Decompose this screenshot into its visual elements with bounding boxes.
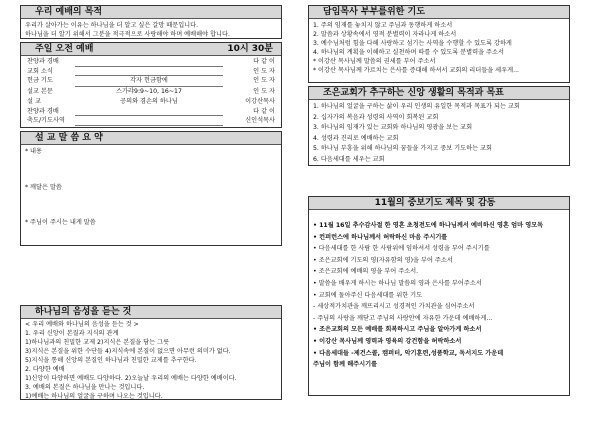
sermon-summary-box [20, 131, 282, 246]
service-row: 설교 본문 스가랴9:9~10, 16~17 인 도 자 [27, 88, 275, 96]
church-goal-line: 4. 성령과 진리로 예배하는 교회 [313, 134, 399, 142]
november-prayer-title: 11월의 중보기도 제목 및 감동 [309, 197, 569, 210]
pastor-prayer-line: 3. 예수님처럼 힘을 다해 사랑하고 섬기는 사역을 수행할 수 있도록 강하게 [313, 40, 512, 47]
church-goal-line: 2. 십자가의 복음과 성령의 사역이 회복된 교회 [313, 113, 439, 121]
november-prayer-line: • 조은교회에 기도의 영(자유함의 영)을 부어 주소서 [313, 256, 453, 264]
church-goal-line: 1. 하나님의 얼굴을 구하는 삶이 우리 인생의 유일한 목적과 목표가 되는 교회 [313, 103, 520, 110]
november-prayer-line: • 컨퍼런스에 하나님께서 허락하신 마음 주시기를 [313, 233, 448, 241]
church-goals-title: 조은교회가 추구하는 신앙 생활의 목적과 목표 [309, 87, 569, 100]
hearing-line: 3. 예배의 본질은 하나님을 만나는 것입니다. [25, 384, 145, 391]
november-prayer-line: • 다음세대를 한 사람 한 사람위에 임하셔서 성령을 부어 주시기를 [313, 245, 490, 253]
service-title: 주일 오전 예배 [35, 44, 94, 54]
church-goal-line: 5. 하나님 부흥을 위해 하나님의 꿈들을 가지고 중보 기도하는 교회 [313, 145, 493, 152]
service-row: 교회 소식 인 도 자 [27, 67, 275, 75]
pastor-prayer-line: 4. 하나님의 계획을 이해하고 실천하며 따를 수 있도록 분별력을 주소서 [313, 49, 504, 56]
service-time: 10시 30분 [227, 44, 273, 54]
hearing-line: 1)신앙이 다양하면 예배도 다양하다. 2)오늘날 우리의 예배는 다양한 예배이다. [25, 375, 237, 382]
sermon-item: * 내용 [25, 148, 43, 155]
hearing-line: 5)지식을 통해 신앙의 본질인 하나님과 친밀한 교제를 추구한다. [25, 357, 197, 364]
november-prayer-line: - 주님의 사랑을 깨닫고 주님의 사랑안에 자유한 가운데 예배하게... [313, 314, 493, 322]
purpose-line: 우리가 살아가는 이유는 하나님을 더 알고 싶은 갈망 때문입니다. [25, 22, 199, 29]
november-prayer-line: • 말씀을 배우게 하시는 하나님 말씀의 영과 은사를 부어주소서 [313, 279, 482, 287]
service-row: 설 교 공의와 겸손의 하나님 이강산목사 [27, 97, 275, 105]
service-order-box [20, 42, 282, 128]
service-row: 헌금 기도 각자 헌금함에 인 도 자 [21, 76, 281, 87]
church-goal-line: 6. 다음세대를 세우는 교회 [313, 155, 385, 163]
hearing-voice-box [20, 305, 282, 400]
service-row: 찬양과 경배 다 같 이 [27, 107, 275, 115]
november-prayer-line: 주님이 함께 해주시기를 [313, 361, 378, 369]
sermon-item: * 깨달은 말씀 [25, 184, 62, 191]
purpose-line: 하나님을 더 알기 위해서 그분을 적극적으로 사랑해야 하며 예배해야 합니다. [25, 31, 230, 38]
november-prayer-line: • 다음세대들 -제건스콜, 캠퍼터, 악기훈련,성품학교, 독서지도 가운데 [313, 349, 504, 357]
worship-purpose-title: 우리 예배의 목적 [21, 6, 281, 19]
november-prayer-line: • 11월 16일 추수감사절 한 영혼 초청전도에 하나님께서 예비하신 영혼 엄마 영모독 [313, 222, 544, 229]
service-row: 축도/기도사역 신인석목사 [27, 117, 275, 125]
november-prayer-box [308, 196, 570, 396]
hearing-voice-title: 하나님의 음성을 듣는 것 [21, 306, 281, 319]
hearing-line: 2. 다양한 예배 [25, 366, 65, 373]
service-row: 찬양과 경배 다 같 이 [27, 58, 275, 65]
church-goal-line: 3. 하나님의 임재가 있는 교회와 하나님의 영광을 보는 교회 [313, 124, 473, 131]
church-goals-box [308, 86, 570, 166]
pastor-prayer-line: 2. 말씀과 상황속에서 영적 분별력이 자라나게 하소서 [313, 31, 457, 38]
november-prayer-line: • 조은교회에 예배의 영을 부어 주소서. [313, 268, 419, 276]
pastor-prayer-line: 1. 주의 임재를 놓치지 않고 주님과 동행하게 하소서 [313, 22, 453, 29]
hearing-line: 1. 우리 신앙이 본질과 지식의 관계 [25, 330, 119, 337]
sermon-item: * 주님이 주시는 내게 말씀 [25, 219, 96, 226]
sermon-summary-title: 설 교 말 씀 요 약 [21, 132, 281, 145]
worship-purpose-box [20, 5, 282, 39]
pastor-prayer-box [308, 5, 570, 83]
service-order-header [21, 43, 281, 56]
hearing-line: 1)하나님과의 친밀한 교제 2)지식은 본질을 담는 그릇 [25, 339, 170, 346]
pastor-prayer-line: * 이강산 목사님께 말씀의 권세를 부어 주소서 [313, 58, 436, 65]
november-prayer-line: • 교회에 돌아주신 다음세대를 위한 기도 [313, 291, 423, 299]
november-prayer-line: • 조은교회의 모든 예배를 회복하시고 주님을 알아가게 하소서 [313, 326, 482, 334]
november-prayer-line: - 세상적가치관을 깨뜨리시고 성경적인 가치관을 심어주소서 [313, 303, 475, 311]
pastor-prayer-title: 담임목사 부부를위한 기도 [309, 6, 569, 19]
november-prayer-line: • 이강산 목사님께 영력과 영육의 강건함을 허락하소서 [313, 337, 462, 345]
hearing-line: 1)예배는 하나님의 얼굴을 구하며 나오는 것입니다. [25, 393, 163, 400]
hearing-line: 3)지식은 본질을 위한 수단들 4)지식속에 본질이 없으면 아무런 의미가 없다. [25, 348, 231, 355]
hearing-line: < 우리 예배와 하나님의 음성을 듣는 것 > [25, 321, 139, 328]
pastor-prayer-line: * 이강산 목사님께 가르치는 은사를 증대해 하셔서 교회의 리더들을 세우게... [313, 67, 520, 74]
